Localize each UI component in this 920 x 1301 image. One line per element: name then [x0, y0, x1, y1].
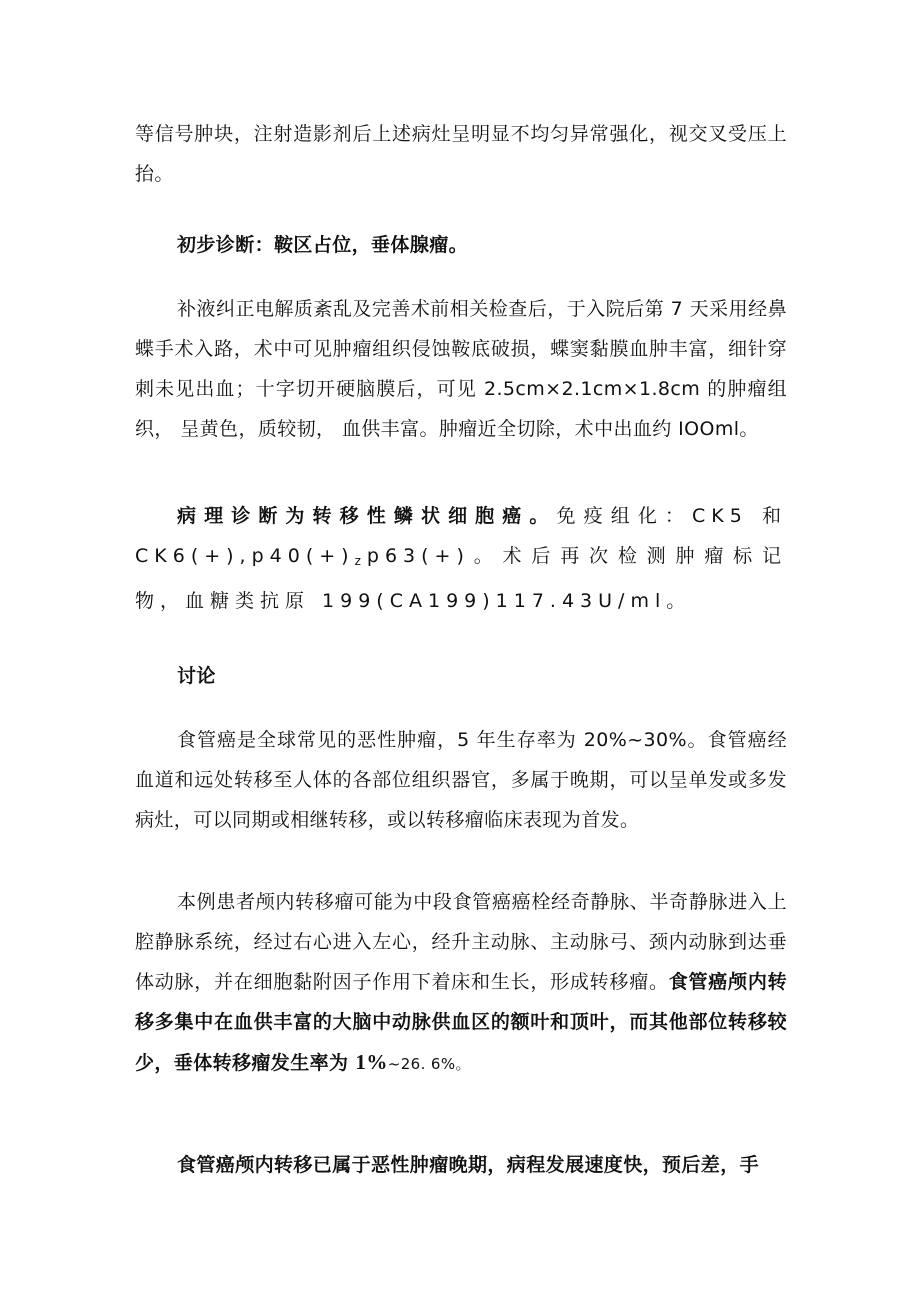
section-heading-discussion — [135, 656, 787, 696]
text-metastasis-distribution: 食管癌颅内转移多集中在血供丰富的大脑中动脉供血区的额叶和顶叶，而其他部位转移较少，垂体转移瘤发生率为 — [135, 971, 787, 1074]
paragraph-imaging-findings — [135, 114, 787, 194]
text-prognosis: 食管癌颅内转移已属于恶性肿瘤晚期，病程发展速度快，预后差，手 — [177, 1154, 760, 1176]
text-pathology-diagnosis: 病理诊断为转移性鳞状细胞癌。 — [177, 505, 557, 527]
text-discussion: 讨论 — [177, 665, 216, 687]
text-surgery: 补液纠正电解质紊乱及完善术前相关检查后，于入院后第 7 天采用经鼻蝶手术入路，术中可见肿瘤组织侵蚀鞍底破损，蝶窦黏膜血肿丰富，细针穿刺未见出血；十字切开硬脑膜后，可见 2.5cm×2.1cm×1.8cm 的肿瘤组织， 呈黄色，质较韧， 血供丰富。肿瘤近全切除，术中出血约 IOOml。 — [135, 298, 787, 440]
paragraph-surgery — [135, 289, 787, 449]
label-preliminary-diagnosis: 初步诊断： — [177, 234, 275, 256]
paragraph-pathology — [135, 496, 787, 621]
text-tumor-markers: p63(+)。术后再次检测肿瘤标记物，血糖类抗原 199(CA199)117.43U∕ml。 — [135, 545, 787, 612]
paragraph-preliminary-diagnosis — [135, 225, 787, 265]
paragraph-case-analysis — [135, 882, 787, 1084]
text-esophageal-cancer: 食管癌是全球常见的恶性肿瘤，5 年生存率为 20%~30%。食管癌经血道和远处转移至人体的各部位组织器官，多属于晚期，可以呈单发或多发病灶，可以同期或相继转移，或以转移瘤临床表现为首发。 — [135, 729, 787, 831]
text-imaging-findings: 等信号肿块，注射造影剂后上述病灶呈明显不均匀异常强化，视交叉受压上抬。 — [135, 123, 787, 185]
text-subscript: z — [354, 554, 367, 568]
text-preliminary-diagnosis: 鞍区占位，垂体腺瘤。 — [274, 234, 469, 256]
text-incidence-high: ~26. 6%。 — [387, 1055, 471, 1073]
paragraph-prognosis — [135, 1145, 787, 1185]
text-immunohistochemistry: 免疫组化：CK5 和 CK6(+),p40(+) — [135, 505, 787, 567]
text-case-analysis: 本例患者颅内转移瘤可能为中段食管癌癌栓经奇静脉、半奇静脉进入上腔静脉系统，经过右心进入左心，经升主动脉、主动脉弓、颈内动脉到达垂体动脉，并在细胞黏附因子作用下着床和生长，形成转移瘤。 — [135, 891, 787, 993]
text-incidence-low: 1% — [355, 1050, 388, 1074]
paragraph-esophageal-cancer — [135, 720, 787, 840]
